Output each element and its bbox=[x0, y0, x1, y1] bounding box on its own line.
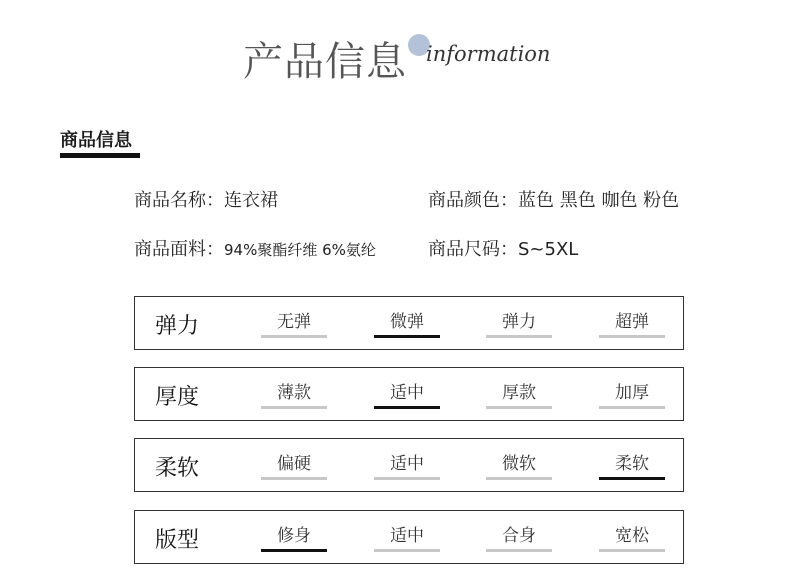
scale-option-label: 厚款 bbox=[502, 383, 536, 403]
section-title: 商品信息 bbox=[60, 130, 132, 151]
scale-option-label: 柔软 bbox=[615, 454, 649, 474]
product-name-label: 商品名称： bbox=[134, 190, 224, 211]
scale-option bbox=[260, 297, 328, 351]
scale-fit bbox=[134, 510, 684, 564]
product-size-row bbox=[428, 235, 578, 261]
page-header bbox=[0, 26, 790, 86]
scale-option bbox=[373, 297, 441, 351]
scale-option-bar bbox=[599, 406, 665, 409]
scale-option bbox=[485, 368, 553, 422]
scale-option-bar bbox=[486, 406, 552, 409]
scale-option-bar bbox=[261, 406, 327, 409]
scale-option-label: 修身 bbox=[277, 526, 311, 546]
scale-option-label: 无弹 bbox=[277, 312, 311, 332]
product-name-value: 连衣裙 bbox=[224, 190, 278, 211]
scale-option-bar bbox=[486, 549, 552, 552]
scale-option-bar-selected bbox=[374, 335, 440, 338]
header-title-en: information bbox=[426, 42, 551, 66]
scale-option-label: 适中 bbox=[390, 454, 424, 474]
scale-option-label: 超弹 bbox=[615, 312, 649, 332]
product-name-row bbox=[134, 186, 278, 212]
product-size-label: 商品尺码： bbox=[428, 239, 518, 260]
scale-option bbox=[260, 368, 328, 422]
scale-option-bar bbox=[374, 549, 440, 552]
scale-option-bar-selected bbox=[374, 406, 440, 409]
scale-option-label: 宽松 bbox=[615, 526, 649, 546]
scale-option-label: 加厚 bbox=[615, 383, 649, 403]
scale-option-bar bbox=[486, 335, 552, 338]
scale-option bbox=[598, 511, 666, 565]
scale-option-bar bbox=[599, 549, 665, 552]
product-fabric-label: 商品面料： bbox=[134, 239, 224, 260]
scale-option-label: 微弹 bbox=[390, 312, 424, 332]
product-fabric-row bbox=[134, 235, 376, 261]
scale-option-bar bbox=[374, 477, 440, 480]
scale-elasticity bbox=[134, 296, 684, 350]
scale-label: 弹力 bbox=[155, 314, 200, 339]
header-title-cn: 产品信息 bbox=[243, 39, 407, 85]
scale-option-bar bbox=[261, 477, 327, 480]
scale-option-bar bbox=[261, 335, 327, 338]
product-color-label: 商品颜色： bbox=[428, 190, 518, 211]
scale-option-label: 偏硬 bbox=[277, 454, 311, 474]
scale-option-bar bbox=[486, 477, 552, 480]
product-size-value: S~5XL bbox=[518, 239, 579, 260]
scale-option-bar bbox=[599, 335, 665, 338]
scale-option bbox=[373, 439, 441, 493]
product-color-value: 蓝色 黑色 咖色 粉色 bbox=[518, 190, 680, 211]
scale-softness bbox=[134, 438, 684, 492]
scale-option-label: 合身 bbox=[502, 526, 536, 546]
scale-option bbox=[485, 511, 553, 565]
scale-option-label: 适中 bbox=[390, 526, 424, 546]
scale-option bbox=[598, 368, 666, 422]
section-underline bbox=[60, 153, 140, 158]
scale-option-label: 微软 bbox=[502, 454, 536, 474]
scale-option bbox=[485, 439, 553, 493]
scale-label: 版型 bbox=[155, 528, 200, 553]
scale-option bbox=[598, 297, 666, 351]
product-fabric-value: 94%聚酯纤维 6%氨纶 bbox=[224, 241, 376, 259]
product-color-row bbox=[428, 186, 679, 212]
scale-option bbox=[485, 297, 553, 351]
scale-option bbox=[260, 439, 328, 493]
scale-label: 柔软 bbox=[155, 456, 200, 481]
scale-thickness bbox=[134, 367, 684, 421]
scale-option-label: 弹力 bbox=[502, 312, 536, 332]
scale-option bbox=[373, 368, 441, 422]
scale-label: 厚度 bbox=[155, 385, 200, 410]
scale-option-label: 适中 bbox=[390, 383, 424, 403]
scale-option bbox=[260, 511, 328, 565]
scale-option bbox=[598, 439, 666, 493]
scale-option-bar-selected bbox=[261, 549, 327, 552]
scale-option bbox=[373, 511, 441, 565]
scale-option-label: 薄款 bbox=[277, 383, 311, 403]
scale-option-bar-selected bbox=[599, 477, 665, 480]
